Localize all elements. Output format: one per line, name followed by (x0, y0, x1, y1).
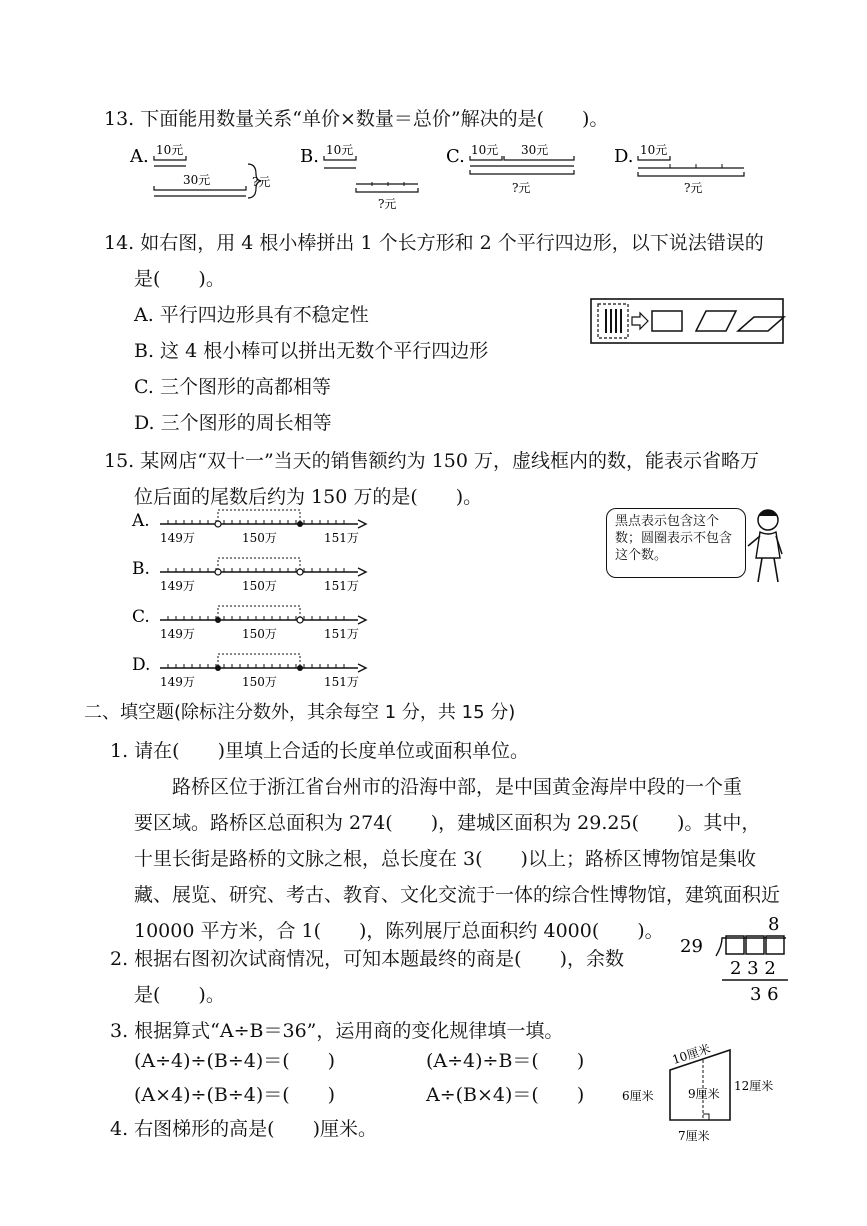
svg-text:149万: 149万 (160, 627, 195, 641)
division-quotient: 8 (768, 914, 780, 935)
q14-rectangle (652, 311, 682, 331)
q13-opt-c-top2: 30元 (521, 143, 549, 157)
q14-figure-frame (591, 299, 783, 343)
q14-parallelogram-1 (696, 311, 736, 331)
q15-line-b (132, 558, 366, 593)
q13-opt-c-total: ?元 (512, 181, 531, 195)
s2-q1-line4: 藏、展览、研究、考古、教育、文化交流于一体的综合性博物馆，建筑面积近 (134, 884, 781, 906)
q14-option-b: B. 这 4 根小棒可以拼出无数个平行四边形 (134, 340, 489, 362)
student-figure-icon (744, 506, 790, 586)
q15-line-c (132, 606, 366, 641)
s2-q1-line5: 10000 平方米，合 1( )，陈列展厅总面积约 4000( )。 (134, 920, 664, 942)
label-10cm: 10厘米 (670, 1041, 713, 1067)
s2-q1-line1: 路桥区位于浙江省台州市的沿海中部，是中国黄金海岸中段的一个重 (172, 776, 743, 798)
q13-b-bottom-brace (356, 188, 418, 192)
q15-number-lines (130, 504, 370, 692)
q15-speech-bubble: 黑点表示包含这个数；圆圈表示不包含这个数。 (606, 508, 746, 578)
s2-q1-line3: 十里长街是路桥的文脉之根，总长度在 3( )以上；路桥区博物馆是集收 (134, 848, 756, 870)
q15-stem-line1: 15. 某网店“双十一”当天的销售额约为 150 万，虚线框内的数，能表示省略万 (104, 450, 760, 472)
q13-opt-c-letter: C. (446, 146, 465, 167)
q13-opt-b-top: 10元 (326, 143, 354, 157)
q14-stick-box (598, 304, 628, 338)
right-angle-mark (703, 1114, 709, 1120)
q13-opt-d-letter: D. (614, 146, 634, 167)
division-box-3 (766, 936, 784, 954)
svg-text:D.: D. (132, 655, 151, 675)
s2-q1-line2: 要区域。路桥区总面积为 274( )，建城区面积为 29.25( )。其中， (134, 812, 761, 834)
label-9cm: 9厘米 (688, 1087, 720, 1101)
s2-q3-stem: 3. 根据算式“A÷B＝36”，运用商的变化规律填一填。 (110, 1020, 564, 1042)
q13-opt-d-total: ?元 (684, 181, 703, 195)
svg-text:B.: B. (132, 559, 150, 579)
s2-q2-stem-line2: 是( )。 (134, 984, 225, 1006)
q13-opt-c-top: 10元 (471, 143, 499, 157)
q14-stem-line1: 14. 如右图，用 4 根小棒拼出 1 个长方形和 2 个平行四边形，以下说法错误的 (104, 232, 764, 254)
svg-text:150万: 150万 (242, 579, 277, 593)
division-box-2 (746, 936, 764, 954)
q14-shapes-figure (590, 298, 786, 346)
q14-arrow-icon (632, 313, 648, 329)
q14-stem-line2: 是( )。 (134, 268, 225, 290)
label-12cm: 12厘米 (734, 1079, 774, 1093)
q14-parallelogram-2 (738, 317, 784, 331)
q15-line-a (131, 510, 366, 545)
section2-title: 二、填空题(除标注分数外，其余每空 1 分，共 15 分) (84, 702, 516, 723)
q13-opt-a-letter: A. (130, 146, 149, 167)
q13-stem: 13. 下面能用数量关系“单价×数量＝总价”解决的是( )。 (104, 108, 609, 130)
label-6cm: 6厘米 (622, 1089, 654, 1103)
s2-q4-trapezoid-figure (616, 1030, 792, 1150)
s2-q1-stem: 1. 请在( )里填上合适的长度单位或面积单位。 (110, 740, 529, 762)
svg-text:151万: 151万 (324, 675, 359, 689)
q14-option-a: A. 平行四边形具有不稳定性 (134, 304, 369, 326)
s2-q3-expr3: (A×4)÷(B÷4)＝( ) (134, 1084, 336, 1106)
s2-q2-long-division (676, 912, 792, 1004)
q13-c-bottom-brace (470, 170, 574, 174)
q14-option-d: D. 三个图形的周长相等 (134, 412, 332, 434)
q14-option-c: C. 三个图形的高都相等 (134, 376, 331, 398)
s2-q4-stem: 4. 右图梯形的高是( )厘米。 (110, 1118, 377, 1140)
q13-opt-b-letter: B. (300, 146, 319, 167)
svg-text:151万: 151万 (324, 627, 359, 641)
svg-text:149万: 149万 (160, 675, 195, 689)
q13-opt-a-top: 10元 (156, 143, 184, 157)
q15-line-d (132, 654, 366, 689)
svg-text:150万: 150万 (242, 531, 277, 545)
svg-text:150万: 150万 (242, 627, 277, 641)
q13-opt-a-total: ?元 (252, 175, 271, 189)
svg-text:C.: C. (132, 607, 150, 627)
s2-q3-expr4: A÷(B×4)＝( ) (426, 1084, 585, 1106)
division-box-1 (726, 936, 744, 954)
s2-q3-expr1: (A÷4)÷(B÷4)＝( ) (134, 1050, 336, 1072)
svg-text:150万: 150万 (242, 675, 277, 689)
q13-opt-b-total: ?元 (378, 197, 397, 211)
q13-opt-d-top: 10元 (640, 143, 668, 157)
division-remainder: 3 6 (750, 984, 779, 1004)
q13-d-bottom-brace (638, 172, 744, 176)
s2-q2-stem-line1: 2. 根据右图初次试商情况，可知本题最终的商是( )，余数 (110, 948, 624, 970)
q13-options-figure (128, 138, 768, 218)
s2-q3-expr2: (A÷4)÷B＝( ) (426, 1050, 585, 1072)
division-divisor: 29 (680, 936, 703, 957)
svg-text:149万: 149万 (160, 531, 195, 545)
label-7cm: 7厘米 (678, 1129, 710, 1143)
svg-text:151万: 151万 (324, 579, 359, 593)
division-product: 2 3 2 (730, 958, 776, 979)
svg-text:A.: A. (132, 511, 150, 531)
svg-text:151万: 151万 (324, 531, 359, 545)
q15-stem-line2: 位后面的尾数后约为 150 万的是( )。 (134, 486, 483, 508)
q13-opt-a-bottom: 30元 (183, 173, 211, 187)
svg-text:149万: 149万 (160, 579, 195, 593)
